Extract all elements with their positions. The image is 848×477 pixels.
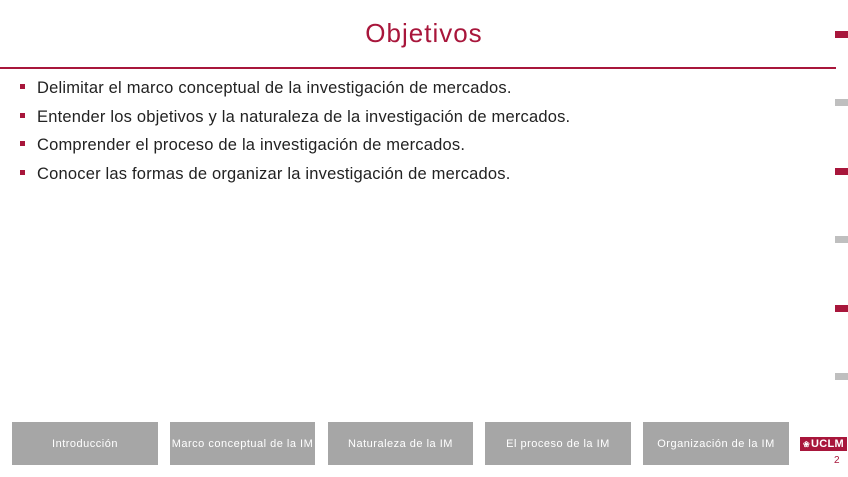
bullet-square-icon — [20, 141, 25, 146]
list-item — [20, 105, 570, 134]
bullet-square-icon — [20, 84, 25, 89]
uclm-logo — [800, 437, 847, 451]
list-item — [20, 162, 570, 191]
nav-button-naturaleza[interactable]: Naturaleza de la IM — [328, 422, 473, 465]
flower-icon: ❀ — [803, 439, 811, 449]
objectives-list — [20, 76, 570, 190]
objective-text: Conocer las formas de organizar la investigación de mercados. — [37, 164, 511, 183]
logo-text: UCLM — [811, 438, 844, 450]
nav-button-marco-conceptual[interactable]: Marco conceptual de la IM — [170, 422, 315, 465]
side-marker-6 — [835, 373, 848, 380]
side-marker-2 — [835, 99, 848, 106]
list-item — [20, 133, 570, 162]
side-marker-3 — [835, 168, 848, 175]
nav-button-organizacion[interactable]: Organización de la IM — [643, 422, 789, 465]
bullet-square-icon — [20, 113, 25, 118]
side-marker-4 — [835, 236, 848, 243]
nav-button-proceso[interactable]: El proceso de la IM — [485, 422, 631, 465]
title-divider — [0, 67, 836, 69]
objective-text: Delimitar el marco conceptual de la investigación de mercados. — [37, 79, 512, 97]
nav-button-introduccion[interactable]: Introducción — [12, 422, 158, 465]
objective-text: Comprender el proceso de la investigación de mercados. — [37, 136, 466, 154]
side-marker-1 — [835, 31, 848, 38]
bullet-square-icon — [20, 170, 25, 175]
page-number: 2 — [834, 455, 840, 466]
objective-text: Entender los objetivos y la naturaleza de la investigación de mercados. — [37, 107, 571, 126]
list-item — [20, 76, 570, 105]
slide-title: Objetivos — [365, 18, 483, 48]
side-marker-5 — [835, 305, 848, 312]
